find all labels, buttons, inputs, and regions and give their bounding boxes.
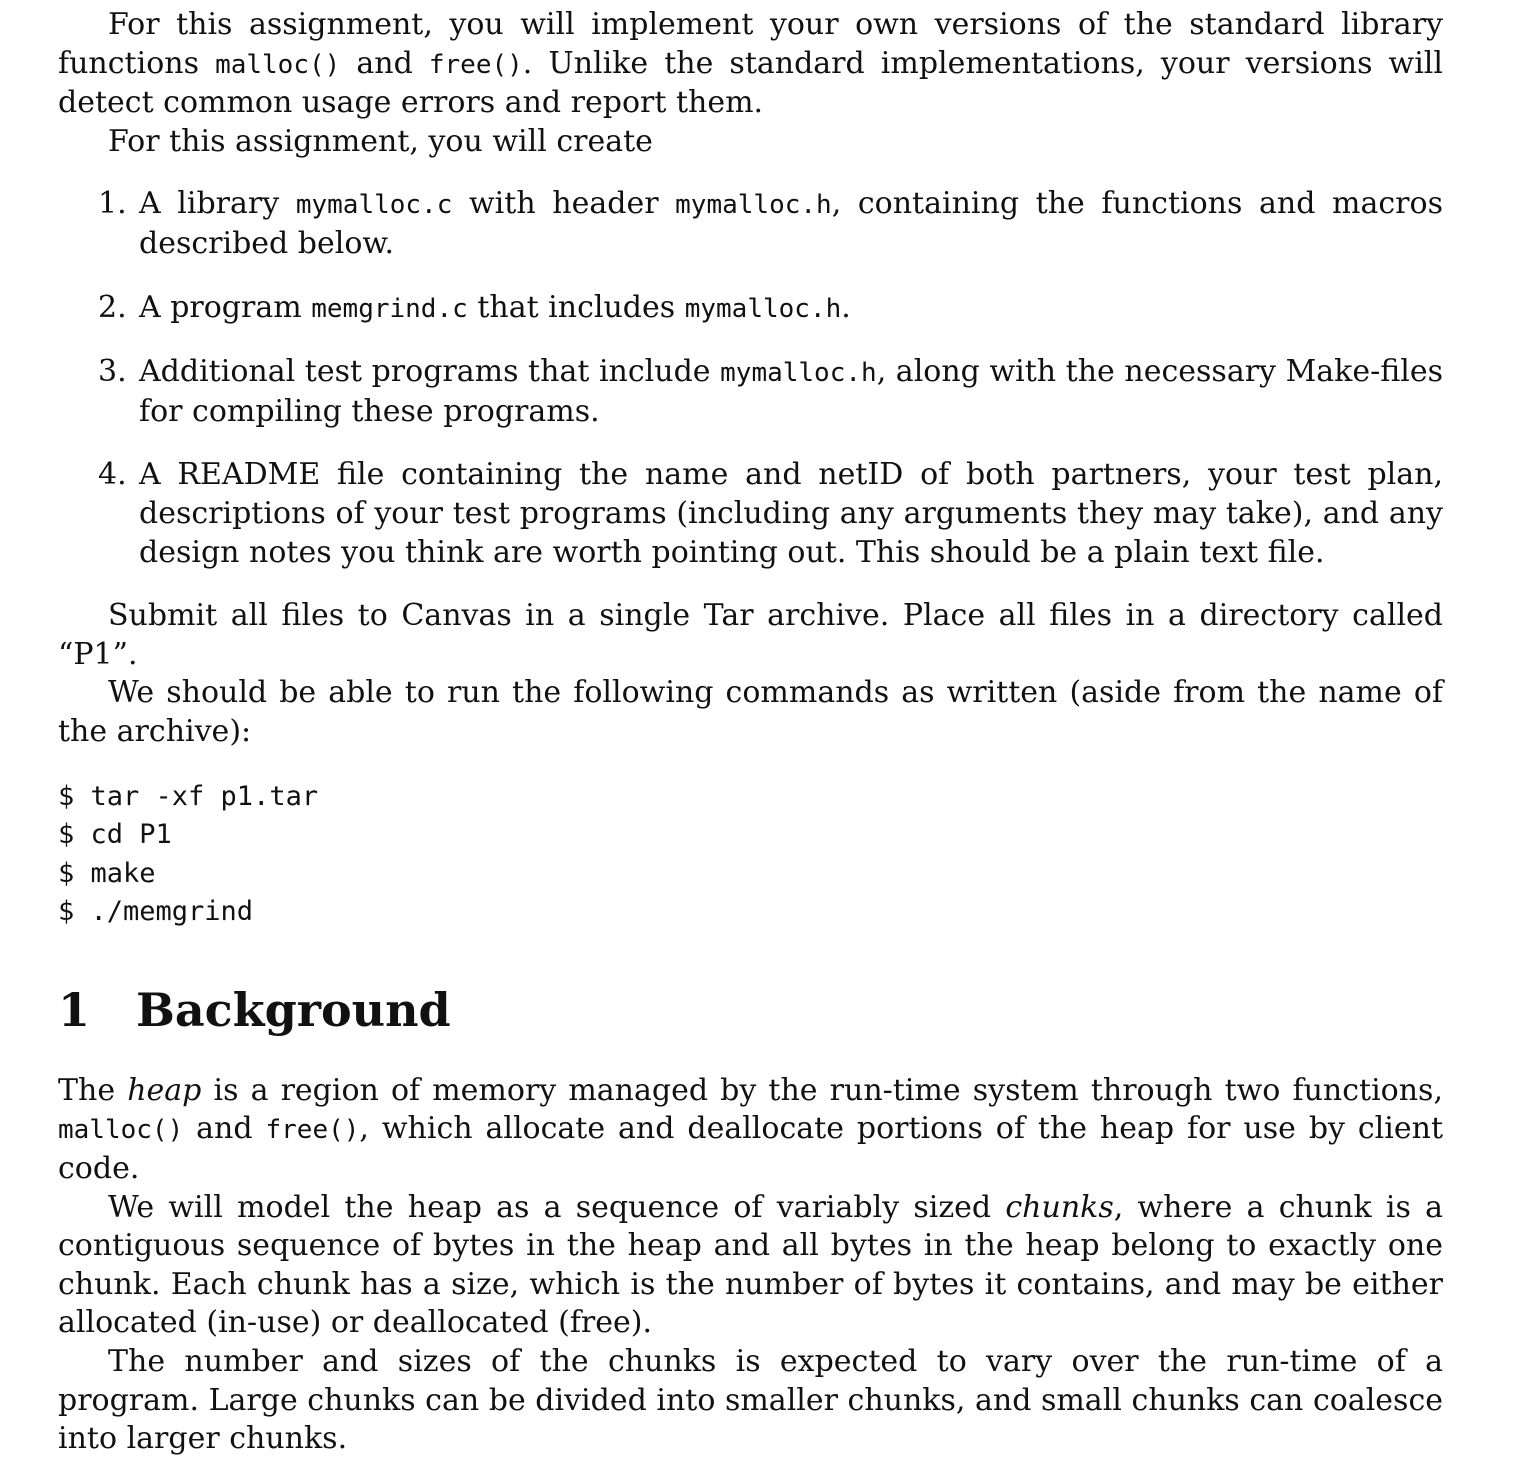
code-filename: memgrind.c	[311, 293, 468, 324]
section-heading	[58, 982, 1443, 1038]
submit-paragraph: Submit all files to Canvas in a single Tar archive. Place all files in a directory called “P1”.	[58, 598, 1443, 672]
list-item-text: with header	[452, 186, 676, 222]
list-item	[58, 456, 1443, 572]
deliverables-list	[58, 185, 1443, 572]
command-line: $ make	[58, 857, 156, 889]
code-filename: mymalloc.h	[684, 293, 842, 324]
list-item-text: A program	[139, 289, 312, 325]
list-item	[58, 353, 1443, 431]
code-free: free()	[428, 49, 523, 80]
background-text: and	[183, 1111, 266, 1147]
intro-text: . Unlike the standard implementations, your versions will detect common usage errors and report them.	[58, 45, 1444, 121]
commands-intro-paragraph: We should be able to run the following commands as written (aside from the name of the archive):	[58, 675, 1443, 749]
create-paragraph: For this assignment, you will create	[108, 123, 653, 159]
background-paragraph: The number and sizes of the chunks is expected to vary over the run-time of a program. Large chunks can be divided into smaller chunks, and small chunks can coalesce into larger chunks.	[58, 1344, 1443, 1457]
list-item-text: that includes	[467, 289, 685, 325]
command-block	[58, 778, 1443, 932]
code-malloc: malloc()	[215, 49, 341, 80]
background-text: , where a chunk is a contiguous sequence of bytes in the heap and all bytes in the heap belong to exactly one chunk. Each chunk has a size, which is the number of bytes it contains, and may be either allocated (in-use) or deallocated (free).	[58, 1189, 1443, 1341]
background-text: is a region of memory managed by the run-time system through two functions,	[201, 1072, 1443, 1108]
list-item	[58, 289, 1443, 329]
section-number: 1	[58, 982, 91, 1037]
document-page	[58, 6, 1443, 1459]
emphasis-chunks: chunks	[1005, 1189, 1114, 1225]
code-free: free()	[265, 1115, 360, 1146]
command-line: $ ./memgrind	[58, 896, 254, 928]
list-item	[58, 185, 1443, 263]
intro-text: and	[340, 45, 429, 81]
background-paragraph	[58, 1072, 1443, 1189]
list-item-text: A README file containing the name and netID of both partners, your test plan, descriptions of your test programs (including any arguments they may take), and any design notes you think are worth pointing out. This should be a plain text file.	[139, 457, 1443, 570]
intro-paragraph	[58, 6, 1443, 123]
list-item-text: , containing the functions and macros described below.	[139, 186, 1443, 261]
command-line: $ tar -xf p1.tar	[58, 780, 319, 812]
list-item-number: 2.	[98, 289, 127, 325]
list-item-text: Additional test programs that include	[139, 354, 721, 390]
list-item-text: , along with the necessary Make-files for compiling these programs.	[139, 354, 1443, 429]
list-item-number: 3.	[98, 354, 127, 390]
code-filename: mymalloc.h	[675, 190, 832, 221]
list-item-number: 4.	[98, 457, 127, 493]
emphasis-heap: heap	[127, 1072, 202, 1108]
intro-text: For this assignment, you will implement your own versions of the standard library functions	[58, 7, 1443, 81]
command-line: $ cd P1	[58, 819, 172, 851]
background-text: We will model the heap as a sequence of variably sized	[108, 1189, 1006, 1225]
background-text: , which allocate and deallocate portions of the heap for use by client code.	[58, 1111, 1444, 1187]
code-malloc: malloc()	[58, 1115, 184, 1146]
list-item-number: 1.	[98, 186, 127, 222]
background-text: The	[58, 1072, 128, 1108]
code-filename: mymalloc.c	[295, 190, 453, 221]
list-item-text: A library	[139, 186, 296, 222]
background-paragraph	[58, 1189, 1443, 1343]
code-filename: mymalloc.h	[720, 358, 877, 389]
list-item-text: .	[841, 289, 851, 325]
section-title: Background	[136, 982, 451, 1037]
